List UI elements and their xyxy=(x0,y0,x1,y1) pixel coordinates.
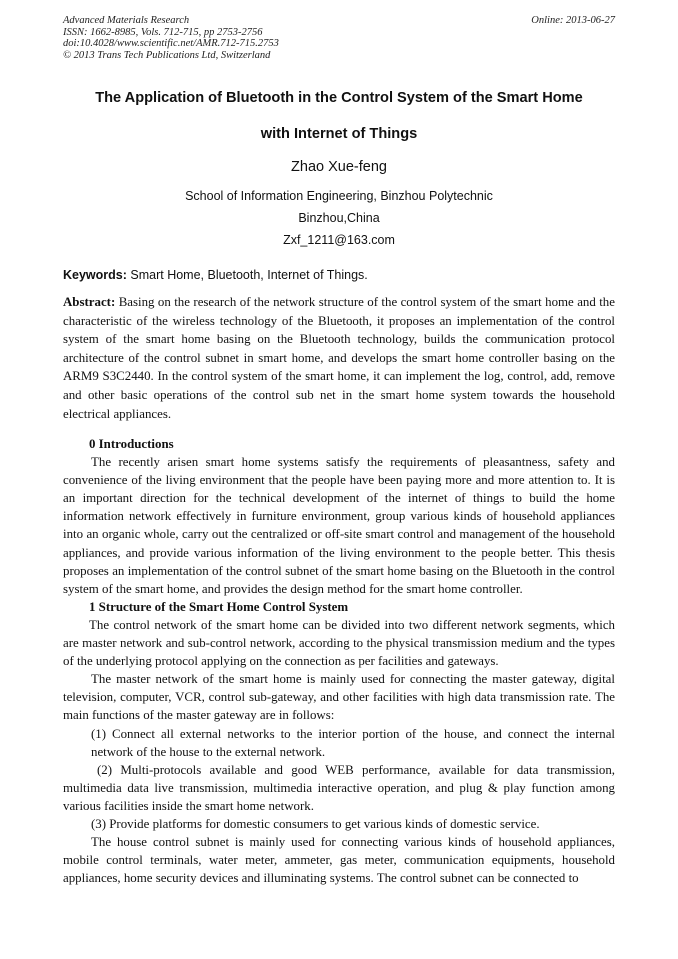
keywords xyxy=(63,268,615,282)
abstract-text: Basing on the research of the network structure of the control system of the smart home and the characteristic of the wireless technology of the Bluetooth, it proposes an implementation of the control system of the smart home basing on the Bluetooth technology, builds the communication protocol architecture of the control subnet in smart home, and develops the smart home controller basing on the ARM9 S3C2440. In the control system of the smart home, it can implement the log, control, add, remove and other basic operations of the control sub net in the smart home system towards the household electrical appliances. xyxy=(63,295,615,421)
list-item: (1) Connect all external networks to the interior portion of the house, and connect the internal network of the house to the external network. xyxy=(91,726,615,759)
abstract xyxy=(63,293,615,423)
paragraph: The recently arisen smart home systems satisfy the requirements of pleasantness, safety and convenience of the living environment that the people have been paying more and more attention to. It is an important direction for the technical development of the internet of things to build the home information network effectively in furniture environment, group various kinds of household appliances into an organic whole, carry out the centralized or off-site smart control and management of the household appliances, and provide various information of the living environment to the people better. This thesis proposes an implementation of the control subnet of the smart home basing on the Bluetooth in the control system of the smart home, and provides the design method for the smart home controller. xyxy=(63,455,615,596)
author-email: Zxf_1211@163.com xyxy=(283,233,395,247)
journal-meta xyxy=(63,15,279,61)
paragraph: The house control subnet is mainly used for connecting various kinds of household appliances, mobile control terminals, water meter, ammeter, gas meter, communication equipments, household appliances, home security devices and illuminating systems. The control subnet can be connected to xyxy=(63,835,615,886)
paragraph: The control network of the smart home can be divided into two different network segments, which are master network and sub-control network, according to the physical transmission medium and the types of the underlying protocol applying on the connection as per facilities and gateways. xyxy=(63,617,615,669)
section-heading-structure: 1 Structure of the Smart Home Control System xyxy=(89,599,349,614)
list-item: (3) Provide platforms for domestic consumers to get various kinds of domestic service. xyxy=(91,816,540,831)
online-date: Online: 2013-06-27 xyxy=(531,15,615,26)
keywords-label: Keywords: xyxy=(63,268,127,282)
paragraph: The master network of the smart home is mainly used for connecting the master gateway, digital television, computer, VCR, control sub-gateway, and other facilities with high data transmission rate. The main functions of the master gateway are in follows: xyxy=(63,672,615,723)
location: Binzhou,China xyxy=(298,211,380,225)
copyright-line: © 2013 Trans Tech Publications Ltd, Switzerland xyxy=(63,49,271,61)
affiliation: School of Information Engineering, Binzhou Polytechnic xyxy=(185,189,493,203)
issn-line: ISSN: 1662-8985, Vols. 712-715, pp 2753-2756 xyxy=(63,26,263,38)
keywords-text: Smart Home, Bluetooth, Internet of Things. xyxy=(130,268,368,282)
journal-name: Advanced Materials Research xyxy=(63,15,190,26)
list-item: (2) Multi-protocols available and good WEB performance, available for data transmission, multimedia data live transmission, multimedia interactive operation, and plug & play function among various facilities inside the smart home network. xyxy=(63,762,615,813)
section-heading-introductions: 0 Introductions xyxy=(89,437,174,451)
paper-title-line-1: The Application of Bluetooth in the Control System of the Smart Home xyxy=(95,90,583,106)
paper-title-line-2: with Internet of Things xyxy=(260,126,418,142)
author-name: Zhao Xue-feng xyxy=(291,159,387,175)
doi-line: doi:10.4028/www.scientific.net/AMR.712-715.2753 xyxy=(63,38,279,49)
abstract-label: Abstract: xyxy=(63,295,116,309)
paper-body xyxy=(63,435,615,887)
